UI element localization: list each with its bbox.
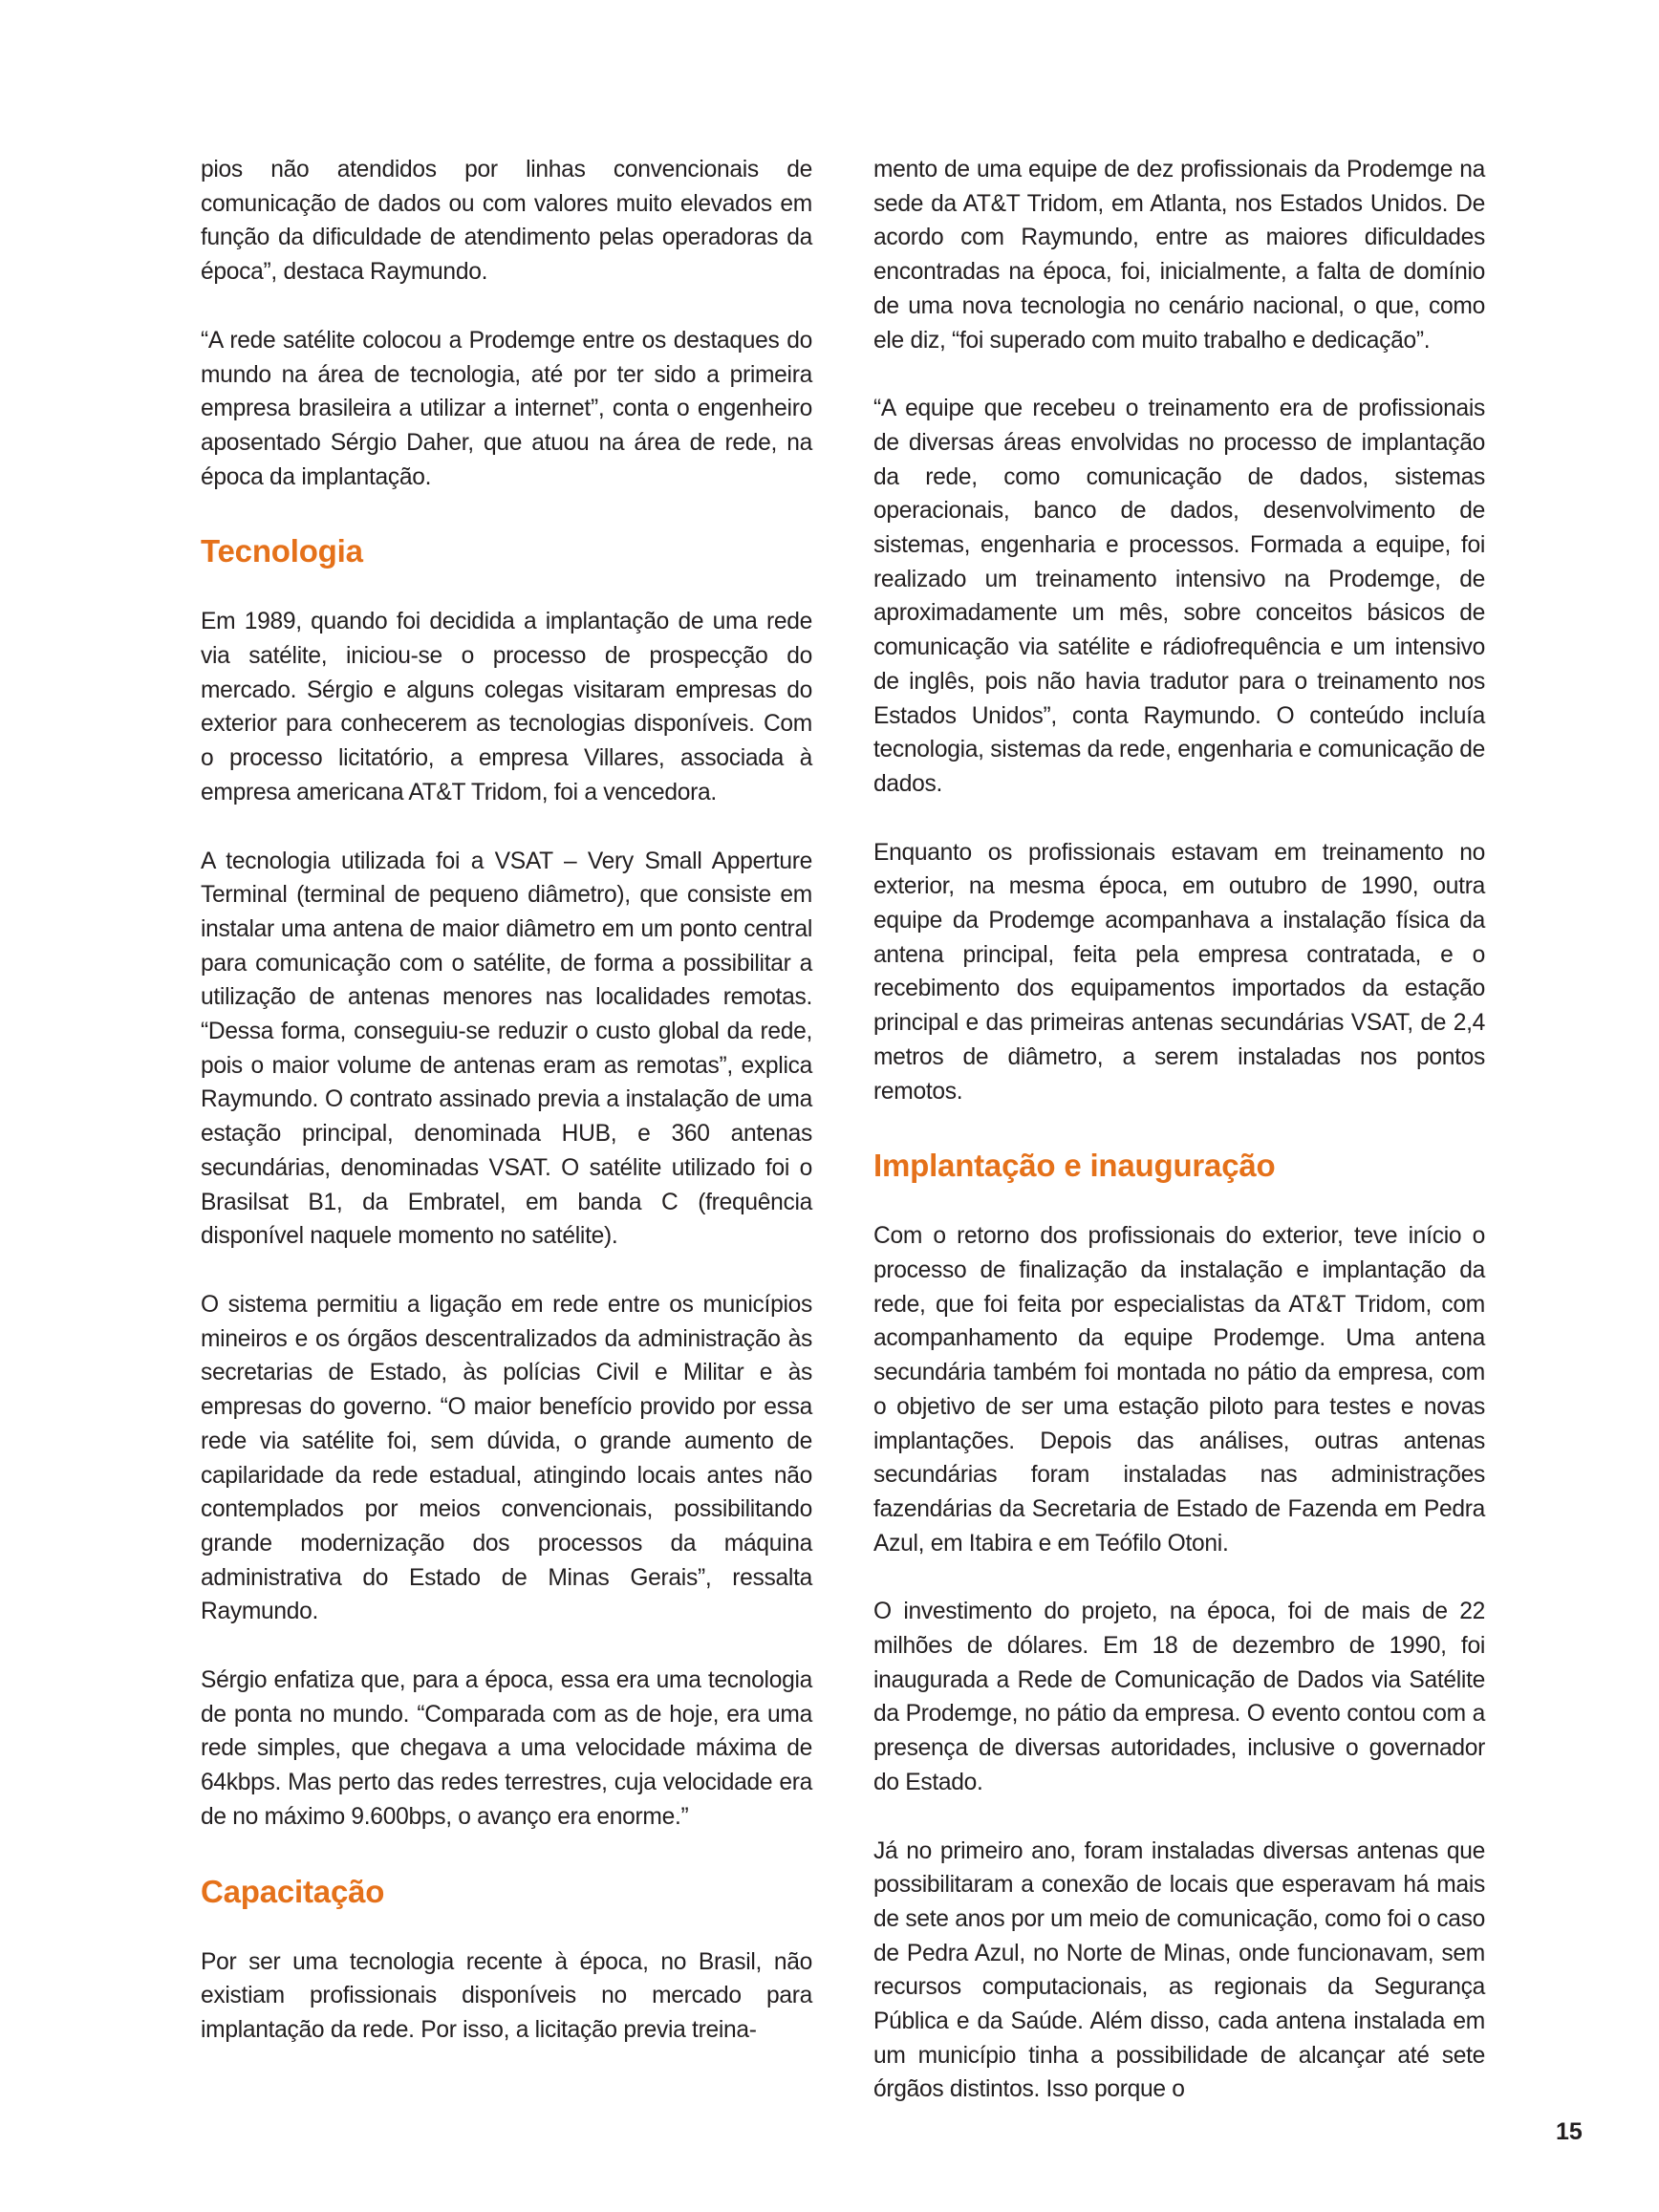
paragraph: pios não atendidos por linhas convencionais de comunicação de dados ou com valores muito elevados em função da dificuldade de atendimento pelas operadoras da época”, destaca Raymundo. <box>201 157 812 286</box>
paragraph: O investimento do projeto, na época, foi de mais de 22 milhões de dólares. Em 18 de dezembro de 1990, foi inaugurada a Rede de Comunicação de Dados via Satélite da Prodemge, no pátio da empresa. O evento contou com a presença de diversas autoridades, inclusive o governador do Estado. <box>873 1599 1485 1795</box>
paragraph: Em 1989, quando foi decidida a implantação de uma rede via satélite, iniciou-se o processo de prospecção do mercado. Sérgio e alguns colegas visitaram empresas do exterior para conhecerem as tecnologias disponíveis. Com o processo licitatório, a empresa Villares, associada à empresa americana AT&T Tridom, foi a vencedora. <box>201 609 812 805</box>
paragraph: mento de uma equipe de dez profissionais da Prodemge na sede da AT&T Tridom, em Atlanta, nos Estados Unidos. De acordo com Raymundo, entre as maiores dificuldades encontradas na época, foi, inicialmente, a falta de domínio de uma nova tecnologia no cenário nacional, o que, como ele diz, “foi superado com muito trabalho e dedicação”. <box>873 157 1485 354</box>
page-number: 15 <box>1556 2118 1583 2145</box>
paragraph: O sistema permitiu a ligação em rede entre os municípios mineiros e os órgãos descentralizados da administração às secretarias de Estado, às polícias Civil e Militar e às empresas do governo. “O maior benefício provido por essa rede via satélite foi, sem dúvida, o grande aumento de capilaridade da rede estadual, atingindo locais antes não contemplados por meios convencionais, possibilitando grande modernização dos processos da máquina administrativa do Estado de Minas Gerais”, ressalta Raymundo. <box>201 1291 812 1625</box>
paragraph: Com o retorno dos profissionais do exterior, teve início o processo de finalização da instalação e implantação da rede, que foi feita por especialistas da AT&T Tridom, com acompanhamento da equipe Prodemge. Uma antena secundária também foi montada no pátio da empresa, com o objetivo de ser uma estação piloto para testes e novas implantações. Depois das análises, outras antenas secundárias foram instaladas nas administrações fazendárias da Secretaria de Estado de Fazenda em Pedra Azul, em Itabira e em Teófilo Otoni. <box>873 1223 1485 1557</box>
right-column <box>873 153 1485 2141</box>
paragraph: Por ser uma tecnologia recente à época, no Brasil, não existiam profissionais disponíveis no mercado para implantação da rede. Por isso, a licitação previa treina- <box>201 1948 812 2043</box>
paragraph: A tecnologia utilizada foi a VSAT – Very Small Apperture Terminal (terminal de pequeno diâmetro), que consiste em instalar uma antena de maior diâmetro em um ponto central para comunicação com o satélite, de forma a possibilitar a utilização de antenas menores nas localidades remotas. “Dessa forma, conseguiu-se reduzir o custo global da rede, pois o maior volume de antenas eram as remotas”, explica Raymundo. O contrato assinado previa a instalação de uma estação principal, denominada HUB, e 360 antenas secundárias, denominadas VSAT. O satélite utilizado foi o Brasilsat B1, da Embratel, em banda C (frequência disponível naquele momento no satélite). <box>201 848 812 1250</box>
section-heading-capacitacao: Capacitação <box>201 1873 385 1909</box>
paragraph: Enquanto os profissionais estavam em treinamento no exterior, na mesma época, em outubro de 1990, outra equipe da Prodemge acompanhava a instalação física da antena principal, feita pela empresa contratada, e o recebimento dos equipamentos importados da estação principal e das primeiras antenas secundárias VSAT, de 2,4 metros de diâmetro, a serem instaladas nos pontos remotos. <box>873 839 1485 1105</box>
left-column <box>201 153 812 2082</box>
paragraph: Sérgio enfatiza que, para a época, essa era uma tecnologia de ponta no mundo. “Comparada com as de hoje, era uma rede simples, que chegava a uma velocidade máxima de 64kbps. Mas perto das redes terrestres, cuja velocidade era de no máximo 9.600bps, o avanço era enorme.” <box>201 1667 812 1830</box>
section-heading-implantacao: Implantação e inauguração <box>873 1148 1276 1184</box>
paragraph: “A rede satélite colocou a Prodemge entre os destaques do mundo na área de tecnologia, até por ter sido a primeira empresa brasileira a utilizar a internet”, conta o engenheiro aposentado Sérgio Daher, que atuou na área de rede, na época da implantação. <box>201 327 812 490</box>
paragraph: Já no primeiro ano, foram instaladas diversas antenas que possibilitaram a conexão de locais que esperavam há mais de sete anos por um meio de comunicação, como foi o caso de Pedra Azul, no Norte de Minas, onde funcionavam, sem recursos computacionais, as regionais da Segurança Pública e da Saúde. Além disso, cada antena instalada em um município tinha a possibilidade de alcançar até sete órgãos distintos. Isso porque o <box>873 1837 1485 2103</box>
section-heading-tecnologia: Tecnologia <box>201 533 363 569</box>
paragraph: “A equipe que recebeu o treinamento era de profissionais de diversas áreas envolvidas no processo de implantação da rede, como comunicação de dados, sistemas operacionais, banco de dados, desenvolvimento de sistemas, engenharia e processos. Formada a equipe, foi realizado um treinamento intensivo na Prodemge, de aproximadamente um mês, sobre conceitos básicos de comunicação via satélite e rádiofrequência e um intensivo de inglês, pois não havia tradutor para o treinamento nos Estados Unidos”, conta Raymundo. O conteúdo incluía tecnologia, sistemas da rede, engenharia e comunicação de dados. <box>873 396 1485 797</box>
